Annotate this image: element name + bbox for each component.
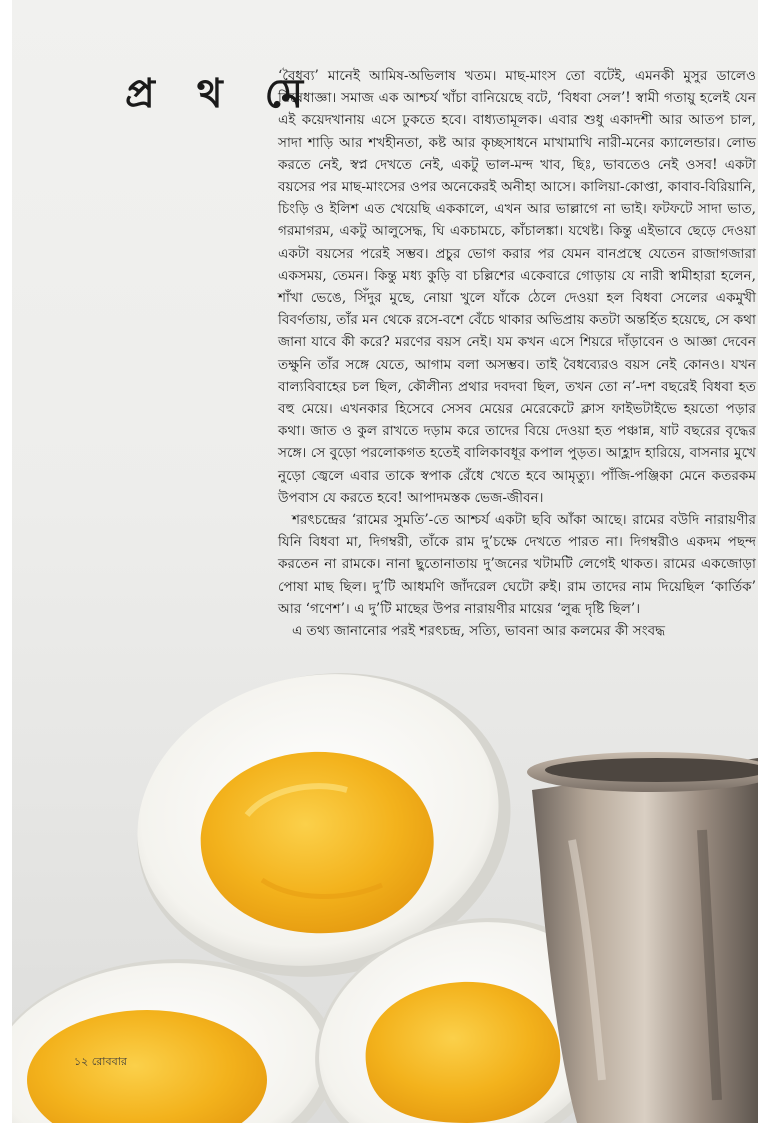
article-paragraph-2: শরৎচন্দ্রের ‘রামের সুমতি’-তে আশ্চর্য একটা ছবি আঁকা আছে। রামের বউদি নারায়ণীর যিনি বিধবা মা, দিগম্বরী, তাঁকে রাম দু’চক্ষে দেখতে পারত না। দিগম্বরীও একদম পছন্দ করতেন না রামকে। নানা ছুতোনাতায় দু’জনের খটামটি লেগেই থাকত। রামের একজোড়া পোষা মাছ ছিল। দু’টি আধমণি জাঁদরেল ঘেটো রুই। রাম তাদের নাম দিয়েছিল ‘কার্তিক’ আর ‘গণেশ’। এ দু’টি মাছের উপর নারায়ণীর মায়ের ‘লুব্ধ দৃষ্টি ছিল’। (278, 512, 756, 617)
article-body (278, 65, 756, 642)
article-paragraph-1: ‘বৈধব্য’ মানেই আমিষ-অভিলাষ খতম। মাছ-মাংস তো বটেই, এমনকী মুসুর ডালেও নিষেধাজ্ঞা। সমাজ এক আশ্চর্য খাঁচা বানিয়েছে বটে, ‘বিধবা সেল’! স্বামী গতায়ু হলেই যেন এই কয়েদখানায় এসে ঢুকতে হবে। বাধ্যতামূলক। এবার শুধু একাদশী আর আতপ চাল, সাদা শাড়ি আর শখহীনতা, কষ্ট আর কৃচ্ছসাধনে মাখামাখি নারী-মনের ক্যালেন্ডার। লোভ করতে নেই, স্বপ্ন দেখতে নেই, একটু ভাল-মন্দ খাব, ছিঃ, ভাবতেও নেই ওসব! একটা বয়সের পর মাছ-মাংসের ওপর অনেকেরই অনীহা আসে। কালিয়া-কোপ্তা, কাবাব-বিরিয়ানি, চিংড়ি ও ইলিশ এত খেয়েছি এককালে, এখন আর ভাল্লাগে না ভাই। ফটফটে সাদা ভাত, গরমাগরম, একটু আলুসেদ্ধ, ঘি একচামচে, কাঁচালঙ্কা। যথেষ্ট। কিন্তু এইভাবে ছেড়ে দেওয়া একটা বয়সের পরেই সম্ভব। প্রচুর ভোগ করার পর যেমন বানপ্রস্থে যেতেন রাজাগজারা একসময়, তেমন। কিন্তু মধ্য কুড়ি বা চল্লিশের একেবারে গোড়ায় যে নারী স্বামীহারা হলেন, শাঁখা ভেঙে, সিঁদুর মুছে, নোয়া খুলে যাঁকে ঠেলে দেওয়া হল বিধবা সেলের একমুখী বিবর্ণতায়, তাঁর মন থেকে রসে-বশে বেঁচে থাকার অভিপ্রায় কতটা অন্তর্হিত হয়েছে, সে কথা জানা যাবে কী করে? মরণের বয়স নেই। যম কখন এসে শিয়রে দাঁড়াবেন ও আজ্ঞা দেবেন তক্ষুনি তাঁর সঙ্গে যেতে, আগাম বলা অসম্ভব। তাই বৈধব্যেরও বয়স নেই কোনও। যখন বাল্যবিবাহের চল ছিল, কৌলীন্য প্রথার দবদবা ছিল, তখন তো ন’-দশ বছরেই বিধবা হত বহু মেয়ে। এখনকার হিসেবে সেসব মেয়ের মেরেকেটে ক্লাস ফাইভটাইভে হয়তো পড়ার কথা। জাত ও কুল রাখতে দড়াম করে তাদের বিয়ে দেওয়া হত পঞ্চান্ন, ষাট বছরের বৃদ্ধের সঙ্গে। সে বুড়ো পরলোকগত হতেই বালিকাবধূর কপাল পুড়ত। আহ্লাদ হারিয়ে, বাসনার মুখে নুড়ো জ্বেলে এবার তাকে স্বপাক রেঁধে খেতে হবে আমৃত্যু। পাঁজি-পঞ্জিকা মেনে কতরকম উপবাস যে করতে হবে! আপাদমস্তক ভেজ-জীবন। (278, 68, 756, 506)
section-heading: প্র থ মে (125, 70, 318, 117)
page-folio: ১২ রোববার (74, 1055, 127, 1068)
article-paragraph-3: এ তথ্য জানানোর পরই শরৎচন্দ্র, সত্যি, ভাবনা আর কলমের কী সংবদ্ধ (292, 623, 666, 640)
eggs-and-cup-photo (12, 640, 758, 1123)
magazine-page (12, 0, 758, 1123)
